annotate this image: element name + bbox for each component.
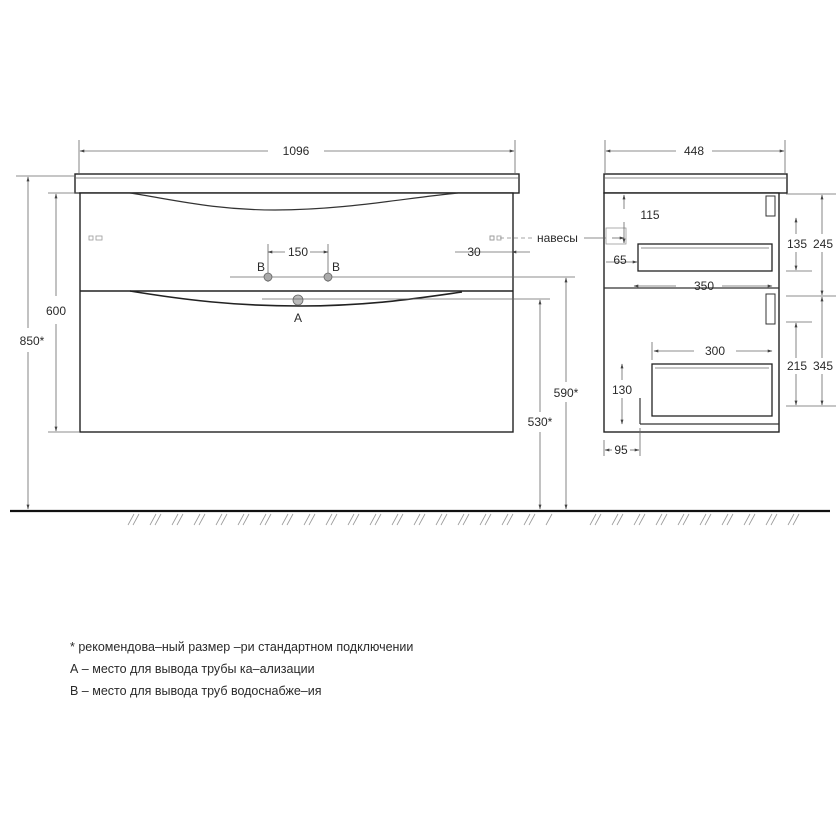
dim-total-height-850	[16, 176, 75, 509]
label-total-height: 850*	[19, 334, 45, 348]
label-upper-depth: 350	[693, 279, 715, 293]
label-lower-front: 130	[611, 383, 633, 397]
label-cabinet-height: 600	[45, 304, 67, 318]
side-lower-drawer	[652, 364, 772, 416]
label-side-offset: 30	[467, 245, 481, 259]
floor	[10, 511, 830, 525]
label-tap-left: B	[256, 260, 266, 274]
dim-drain-height-530	[528, 300, 553, 509]
label-hinge: навесы	[537, 231, 578, 245]
note-recommended: * рекомендова–ный размер –ри стандартном подключении	[70, 640, 414, 654]
label-lower-section-height: 345	[812, 359, 834, 373]
label-lower-depth: 300	[704, 344, 726, 358]
label-water-height: 590*	[553, 386, 579, 400]
label-lower-offset: 95	[614, 443, 628, 457]
legend-notes	[70, 637, 413, 703]
label-drain: A	[293, 311, 303, 325]
label-upper-section-height: 245	[812, 237, 834, 251]
dim-right-side	[786, 194, 836, 406]
tap-point-right	[324, 273, 332, 281]
label-depth: 448	[683, 144, 705, 158]
dim-water-height-590	[554, 278, 579, 509]
tap-point-left	[264, 273, 272, 281]
front-countertop	[75, 174, 519, 193]
side-view	[490, 140, 836, 457]
label-tap-right: B	[331, 260, 341, 274]
dim-depth-448	[605, 140, 785, 174]
floor-hatch-side	[590, 514, 799, 525]
dim-width-1096	[79, 140, 515, 174]
floor-hatch-front	[128, 514, 552, 525]
label-tap-gap: 150	[287, 245, 309, 259]
side-countertop	[604, 174, 787, 193]
label-top-gap: 115	[640, 208, 660, 222]
note-drain: А – место для вывода трубы ка–ализации	[70, 662, 315, 676]
note-water: В – место для вывода труб водоснабже–ия	[70, 684, 322, 698]
label-upper-drawer-height: 135	[786, 237, 808, 251]
label-width: 1096	[282, 144, 310, 158]
label-drain-height: 530*	[527, 415, 553, 429]
label-hinge-offset: 65	[613, 253, 627, 267]
label-lower-drawer-height: 215	[786, 359, 808, 373]
dim-cabinet-height-600	[46, 193, 79, 432]
front-view	[16, 140, 579, 509]
